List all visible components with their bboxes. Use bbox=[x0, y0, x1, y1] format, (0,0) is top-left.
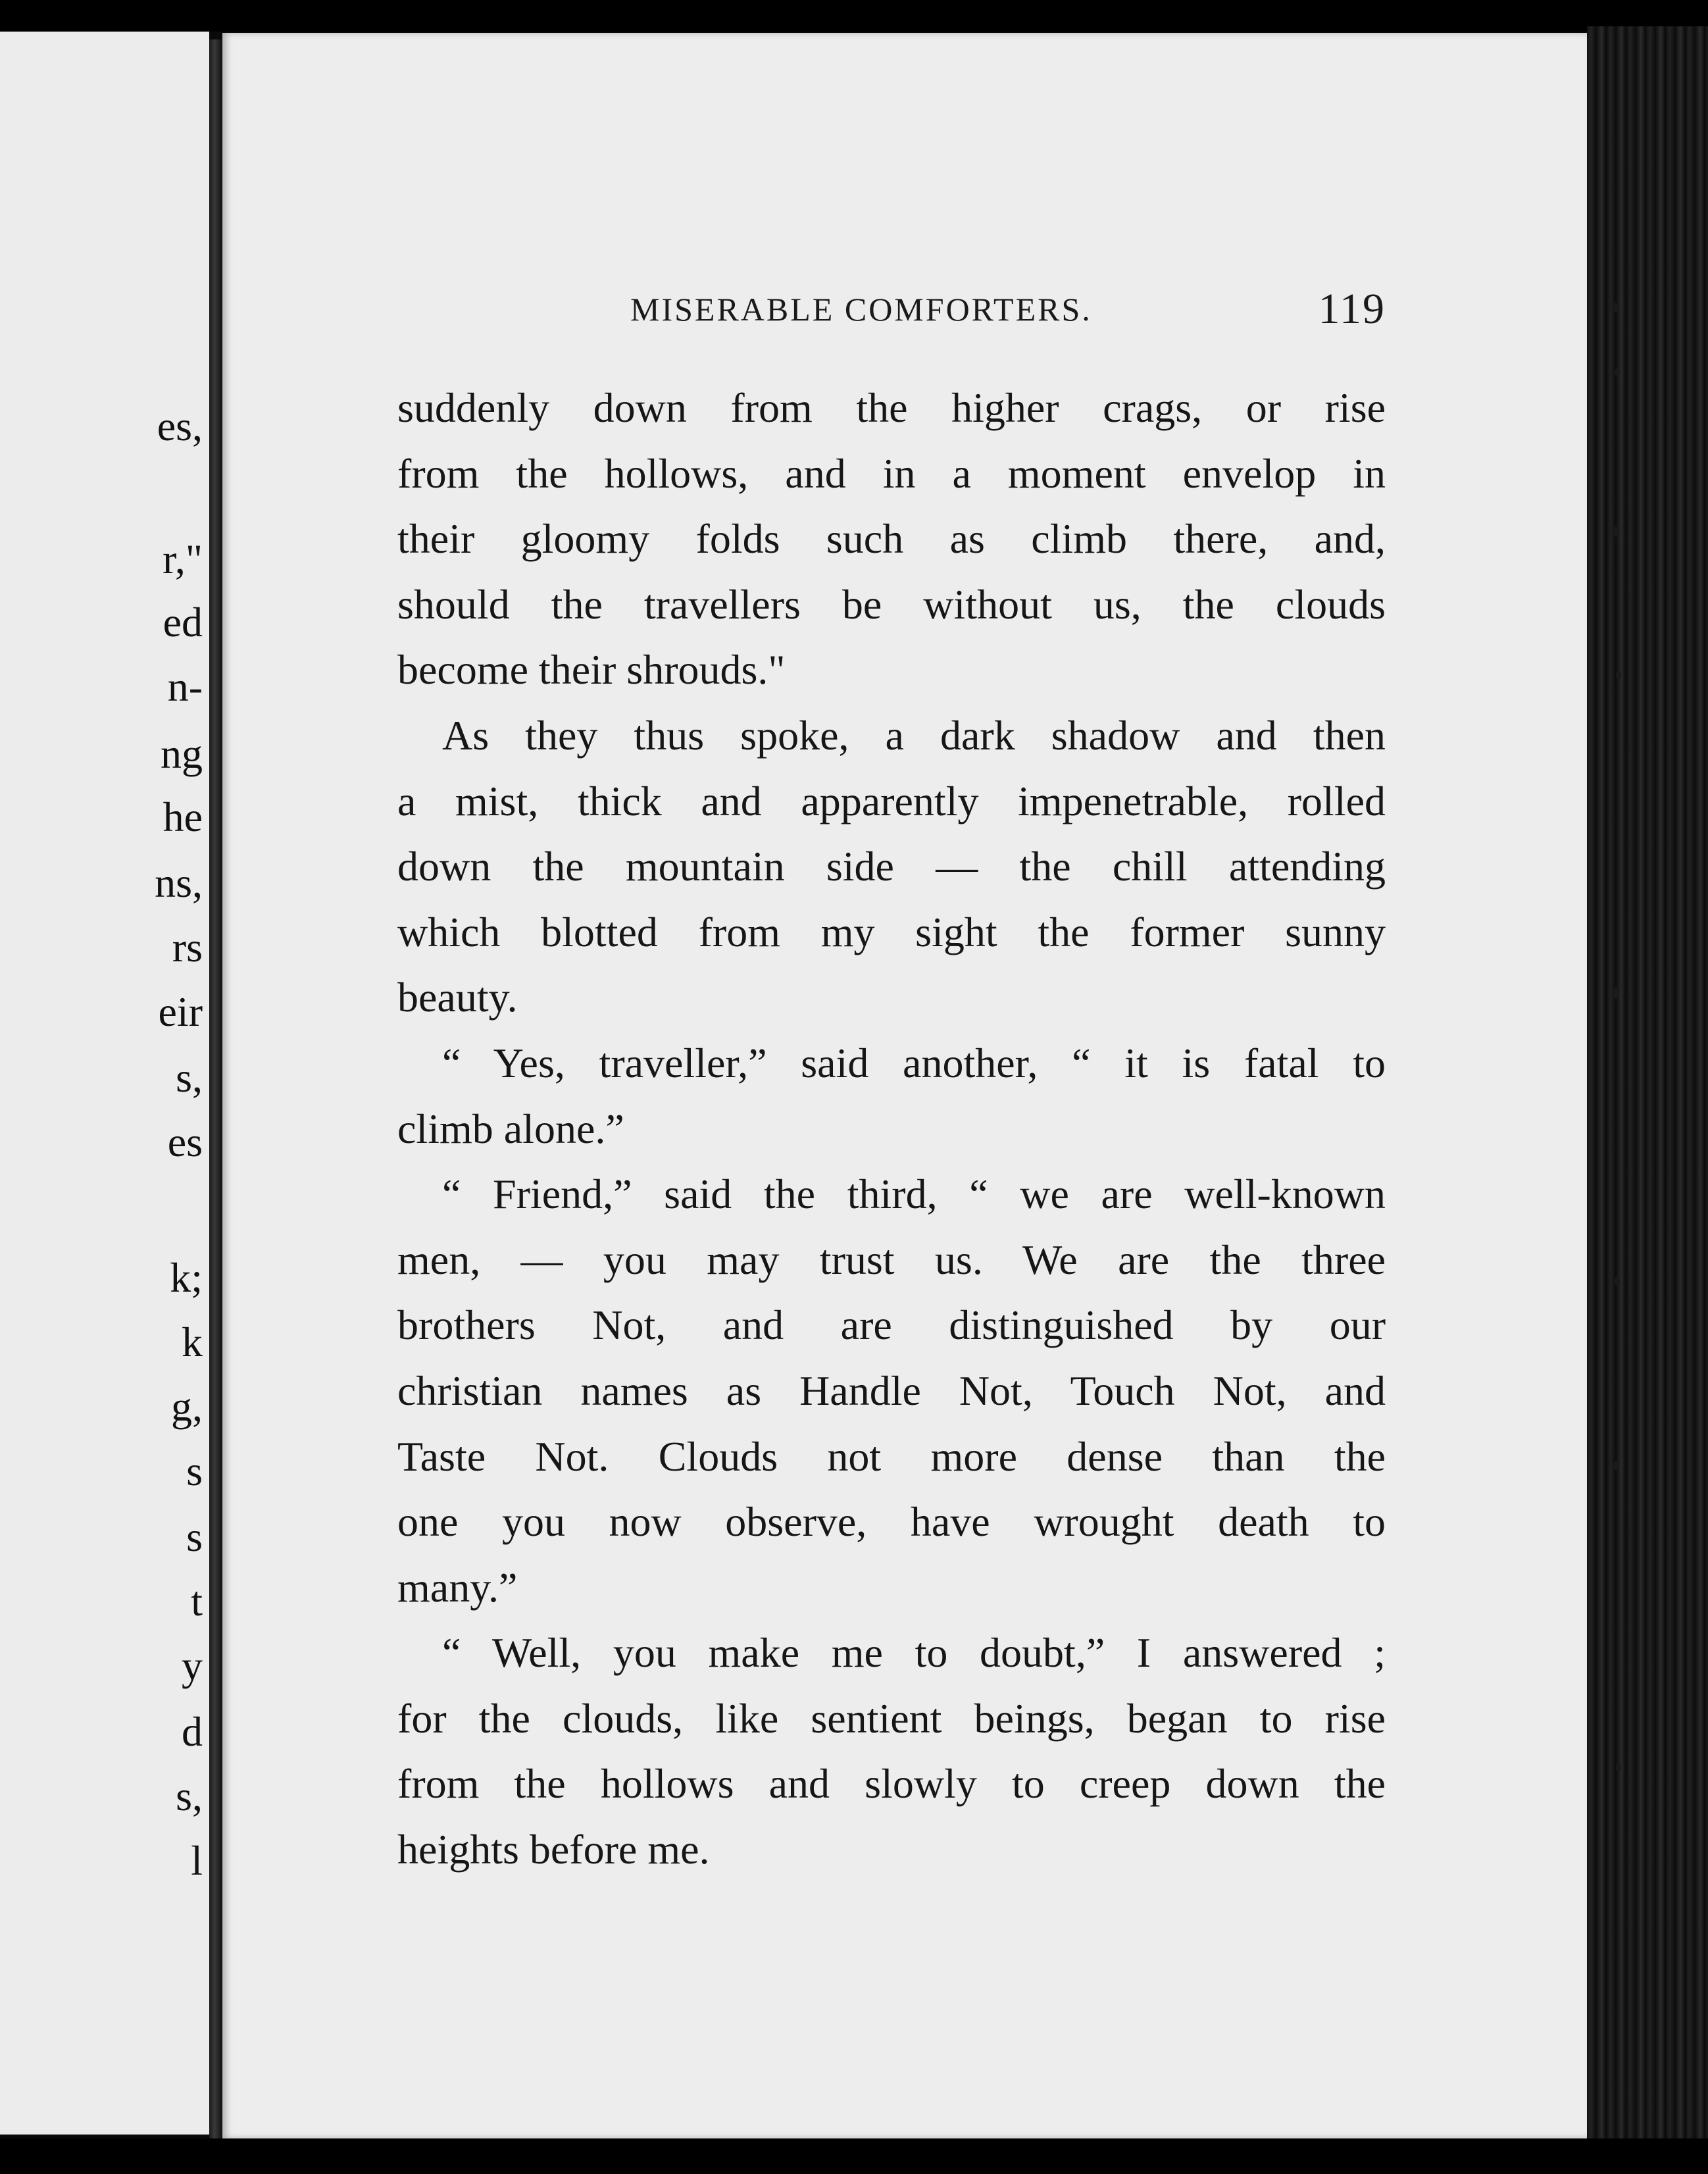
left-fragment: s bbox=[186, 1448, 203, 1494]
text-line: men, — you may trust us. We are the three bbox=[397, 1236, 1386, 1283]
left-fragment: s, bbox=[176, 1054, 203, 1101]
text-line: beauty. bbox=[397, 974, 518, 1021]
scan-bottom-border bbox=[0, 2138, 1708, 2174]
left-fragment: es, bbox=[157, 403, 203, 449]
text-line: “ Well, you make me to doubt,” I answered ; bbox=[442, 1629, 1386, 1677]
page-number: 119 bbox=[1318, 285, 1386, 333]
text-line: for the clouds, like sentient beings, began to rise bbox=[397, 1694, 1386, 1742]
book-gutter bbox=[209, 39, 222, 2138]
left-fragment: k; bbox=[170, 1254, 203, 1301]
book-fore-edge bbox=[1587, 26, 1708, 2152]
text-line: Taste Not. Clouds not more dense than the bbox=[397, 1432, 1386, 1480]
left-fragment: ed bbox=[163, 599, 203, 645]
text-line: “ Friend,” said the third, “ we are well-known bbox=[442, 1171, 1386, 1218]
text-line: should the travellers be without us, the clouds bbox=[397, 580, 1386, 628]
text-line: suddenly down from the higher crags, or rise bbox=[397, 384, 1386, 431]
text-line: brothers Not, and are distinguished by our bbox=[397, 1302, 1386, 1349]
text-line: from the hollows and slowly to creep down the bbox=[397, 1760, 1386, 1807]
left-fragment: n- bbox=[167, 663, 203, 710]
left-fragment: k bbox=[182, 1319, 203, 1365]
left-fragment: g, bbox=[171, 1383, 203, 1430]
text-line: many.” bbox=[397, 1563, 518, 1611]
text-line: climb alone.” bbox=[397, 1105, 624, 1152]
left-fragment: he bbox=[163, 794, 203, 840]
text-line: down the mountain side — the chill attending bbox=[397, 843, 1386, 890]
left-fragment: ng bbox=[161, 730, 203, 777]
left-fragment: s bbox=[186, 1513, 203, 1560]
text-line: which blotted from my sight the former sunny bbox=[397, 908, 1386, 955]
page-body-text bbox=[397, 375, 1386, 1883]
text-line: “ Yes, traveller,” said another, “ it is fatal to bbox=[442, 1039, 1386, 1086]
previous-page-fragment bbox=[0, 32, 209, 2135]
text-line: their gloomy folds such as climb there, and, bbox=[397, 515, 1386, 563]
left-fragment: d bbox=[182, 1708, 203, 1755]
left-fragment: l bbox=[191, 1837, 203, 1884]
text-line: As they thus spoke, a dark shadow and then bbox=[442, 711, 1386, 759]
previous-page-line-endings bbox=[71, 32, 203, 2135]
text-line: one you now observe, have wrought death to bbox=[397, 1498, 1386, 1546]
left-fragment: eir bbox=[158, 988, 203, 1035]
left-fragment: ns, bbox=[155, 859, 203, 906]
left-fragment: y bbox=[182, 1642, 203, 1689]
left-fragment: rs bbox=[172, 924, 203, 971]
scan-top-border bbox=[0, 0, 1708, 32]
text-line: become their shrouds." bbox=[397, 646, 786, 694]
left-fragment: t bbox=[191, 1578, 203, 1625]
left-fragment: r," bbox=[163, 536, 203, 582]
left-fragment: s, bbox=[176, 1773, 203, 1819]
text-line: christian names as Handle Not, Touch Not, and bbox=[397, 1367, 1386, 1414]
chapter-title: MISERABLE COMFORTERS. bbox=[630, 291, 1092, 328]
text-line: heights before me. bbox=[397, 1826, 710, 1873]
text-line: from the hollows, and in a moment envelop in bbox=[397, 449, 1386, 497]
running-head bbox=[399, 283, 1386, 336]
text-line: a mist, thick and apparently impenetrable, rolled bbox=[397, 777, 1386, 824]
left-fragment: es bbox=[167, 1119, 203, 1165]
